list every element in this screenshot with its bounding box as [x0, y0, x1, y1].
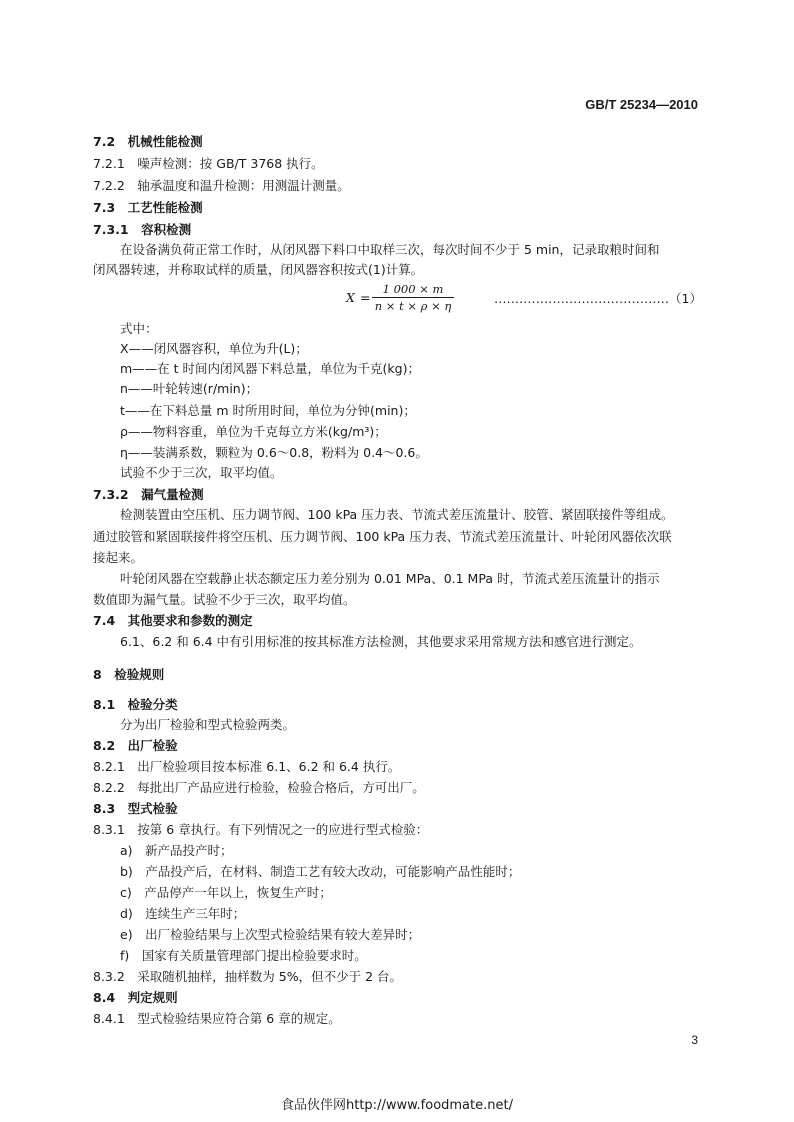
- heading-8-3: 8.3 型式检验: [93, 801, 178, 816]
- formula-lhs: X: [346, 290, 355, 305]
- formula-equals: =: [360, 290, 371, 305]
- where-label: 式中：: [120, 321, 158, 336]
- page-number: 3: [691, 1033, 698, 1047]
- formula-numerator: 1 000 × m: [372, 282, 454, 298]
- formula-number: ……………………………………（1）: [494, 291, 702, 306]
- formula-denominator: n × t × ρ × η: [374, 299, 452, 313]
- paragraph: 数值即为漏气量。试验不少于三次，取平均值。: [93, 592, 356, 607]
- clause-7-2-2: 7.2.2 轴承温度和温升检测：用测温计测量。: [93, 178, 350, 193]
- definition-t: t——在下料总量 m 时所用时间，单位为分钟(min)；: [120, 403, 416, 418]
- list-item-f: f) 国家有关质量管理部门提出检验要求时。: [120, 948, 367, 963]
- definition-m: m——在 t 时间内闭风器下料总量，单位为千克(kg)；: [120, 361, 420, 376]
- heading-7-3-1: 7.3.1 容积检测: [93, 222, 192, 237]
- heading-8: 8 检验规则: [93, 667, 165, 682]
- paragraph: 通过胶管和紧固联接件将空压机、压力调节阀、100 kPa 压力表、节流式差压流量计、叶轮闭风器依次联: [93, 529, 672, 544]
- footer-watermark[interactable]: 食品伙伴网http://www.foodmate.net/: [281, 1098, 513, 1113]
- paragraph: 分为出厂检验和型式检验两类。: [120, 717, 296, 732]
- list-item-c: c) 产品停产一年以上，恢复生产时；: [120, 885, 332, 900]
- heading-7-3-2: 7.3.2 漏气量检测: [93, 487, 204, 502]
- definition-eta: η——装满系数，颗粒为 0.6～0.8，粉料为 0.4～0.6。: [120, 445, 428, 460]
- clause-8-2-1: 8.2.1 出厂检验项目按本标准 6.1、6.2 和 6.4 执行。: [93, 759, 401, 774]
- paragraph: 试验不少于三次，取平均值。: [120, 465, 283, 480]
- paragraph: 6.1、6.2 和 6.4 中有引用标准的按其标准方法检测，其他要求采用常规方法和感官进行测定。: [120, 634, 642, 649]
- clause-8-3-1: 8.3.1 按第 6 章执行。有下列情况之一的应进行型式检验：: [93, 822, 429, 837]
- paragraph: 叶轮闭风器在空载静止状态额定压力差分别为 0.01 MPa、0.1 MPa 时，节流式差压流量计的指示: [120, 571, 660, 586]
- clause-8-3-2: 8.3.2 采取随机抽样，抽样数为 5%，但不少于 2 台。: [93, 969, 403, 984]
- heading-7-2: 7.2 机械性能检测: [93, 134, 203, 149]
- list-item-e: e) 出厂检验结果与上次型式检验结果有较大差异时；: [120, 927, 421, 942]
- clause-7-2-1: 7.2.1 噪声检测：按 GB/T 3768 执行。: [93, 156, 324, 171]
- heading-8-2: 8.2 出厂检验: [93, 738, 178, 753]
- list-item-d: d) 连续生产三年时；: [120, 906, 246, 921]
- paragraph: 接起来。: [93, 550, 144, 565]
- formula-1: [346, 282, 456, 316]
- paragraph: 在设备满负荷正常工作时，从闭风器下料口中取样三次，每次时间不少于 5 min，记录取粮时间和: [120, 242, 660, 257]
- list-item-a: a) 新产品投产时；: [120, 843, 233, 858]
- standard-number: GB/T 25234—2010: [585, 97, 698, 112]
- heading-7-3: 7.3 工艺性能检测: [93, 200, 203, 215]
- definition-x: X——闭风器容积，单位为升(L)；: [120, 341, 308, 356]
- paragraph: 闭风器转速，并称取试样的质量，闭风器容积按式(1)计算。: [93, 262, 424, 277]
- clause-8-4-1: 8.4.1 型式检验结果应符合第 6 章的规定。: [93, 1011, 341, 1026]
- clause-8-2-2: 8.2.2 每批出厂产品应进行检验，检验合格后，方可出厂。: [93, 780, 425, 795]
- heading-8-1: 8.1 检验分类: [93, 697, 178, 712]
- heading-8-4: 8.4 判定规则: [93, 990, 178, 1005]
- formula-fraction: [372, 282, 454, 313]
- heading-7-4: 7.4 其他要求和参数的测定: [93, 613, 253, 628]
- definition-n: n——叶轮转速(r/min)；: [120, 381, 259, 396]
- paragraph: 检测装置由空压机、压力调节阀、100 kPa 压力表、节流式差压流量计、胶管、紧固联接件等组成。: [120, 507, 674, 522]
- list-item-b: b) 产品投产后，在材料、制造工艺有较大改动，可能影响产品性能时；: [120, 864, 521, 879]
- definition-rho: ρ——物料容重，单位为千克每立方米(kg/m³)；: [120, 424, 387, 439]
